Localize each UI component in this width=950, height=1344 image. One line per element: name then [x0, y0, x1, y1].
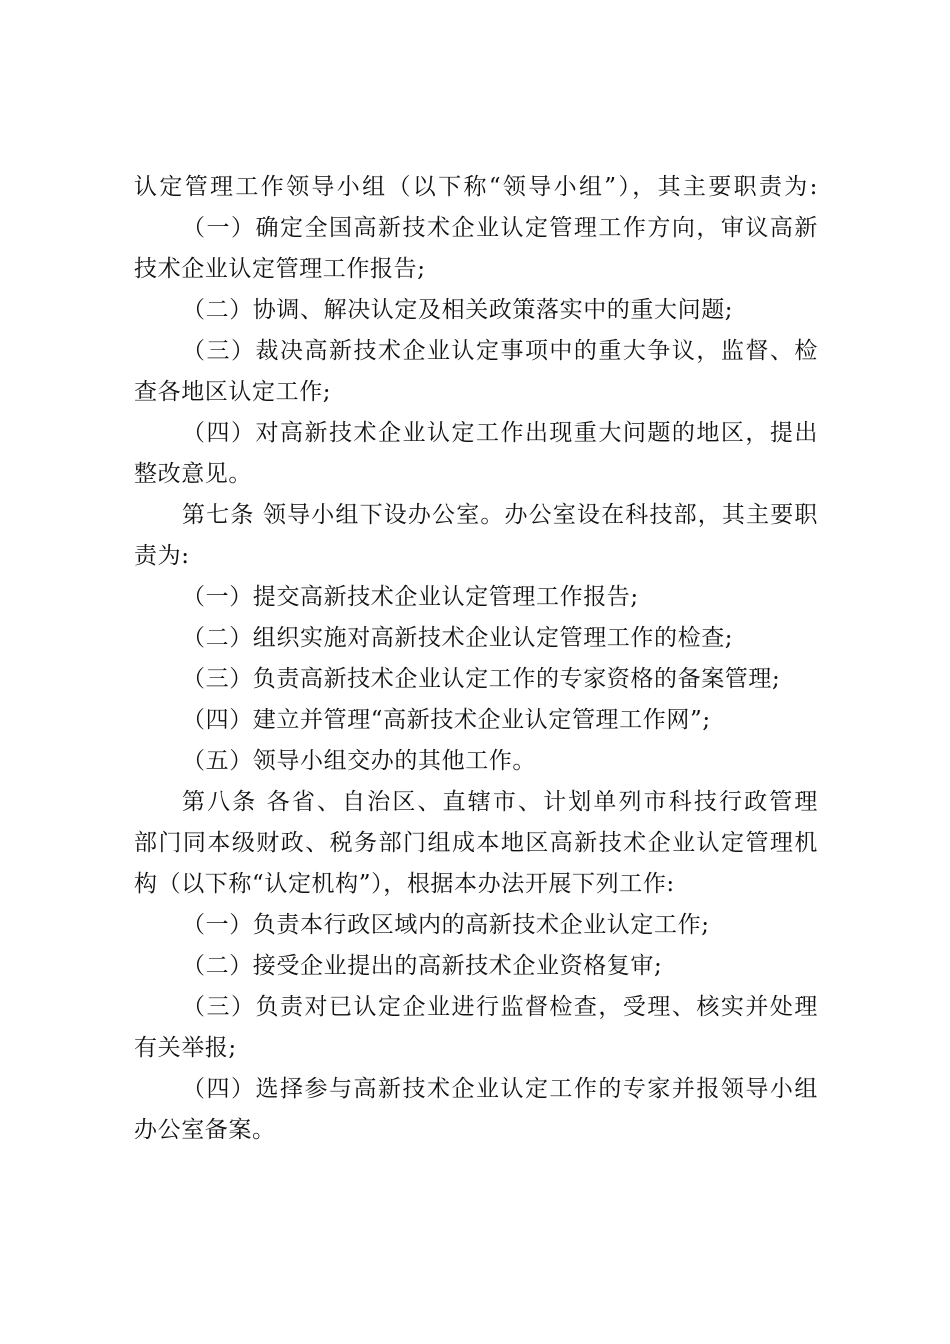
text-line-4: （二）协调、解决认定及相关政策落实中的重大问题; [182, 297, 734, 323]
text-line-18: 构（以下称“认定机构”），根据本办法开展下列工作: [134, 871, 675, 897]
text-line-11: （一）提交高新技术企业认定管理工作报告; [182, 584, 639, 610]
text-line-13: （三）负责高新技术企业认定工作的专家资格的备案管理; [182, 666, 781, 692]
text-line-20: （二）接受企业提出的高新技术企业资格复审; [182, 953, 663, 979]
text-line-22: 有关举报; [134, 1035, 237, 1061]
text-line-12: （二）组织实施对高新技术企业认定管理工作的检查; [182, 625, 734, 651]
text-line-14: （四）建立并管理“高新技术企业认定管理工作网”; [182, 707, 711, 733]
text-line-7: （四）对高新技术企业认定工作出现重大问题的地区，提出 [182, 420, 818, 446]
text-line-21: （三）负责对已认定企业进行监督检查，受理、核实并处理 [182, 994, 818, 1020]
text-line-19: （一）负责本行政区域内的高新技术企业认定工作; [182, 912, 710, 938]
text-line-2: （一）确定全国高新技术企业认定管理工作方向，审议高新 [182, 215, 818, 241]
text-line-23: （四）选择参与高新技术企业认定工作的专家并报领导小组 [182, 1076, 818, 1102]
text-line-9: 第七条 领导小组下设办公室。办公室设在科技部，其主要职 [182, 502, 818, 528]
text-line-24: 办公室备案。 [134, 1117, 276, 1143]
text-line-5: （三）裁决高新技术企业认定事项中的重大争议，监督、检 [182, 338, 818, 364]
text-line-6: 查各地区认定工作; [134, 379, 332, 405]
text-line-8: 整改意见。 [134, 461, 252, 487]
text-line-16: 第八条 各省、自治区、直辖市、计划单列市科技行政管理 [182, 789, 818, 815]
document-body [134, 167, 818, 1151]
text-line-3: 技术企业认定管理工作报告; [134, 256, 426, 282]
text-line-10: 责为: [134, 543, 190, 569]
text-line-17: 部门同本级财政、税务部门组成本地区高新技术企业认定管理机 [134, 830, 818, 856]
text-line-1: 认定管理工作领导小组（以下称“领导小组”），其主要职责为: [134, 174, 818, 200]
text-line-15: （五）领导小组交办的其他工作。 [182, 748, 536, 774]
